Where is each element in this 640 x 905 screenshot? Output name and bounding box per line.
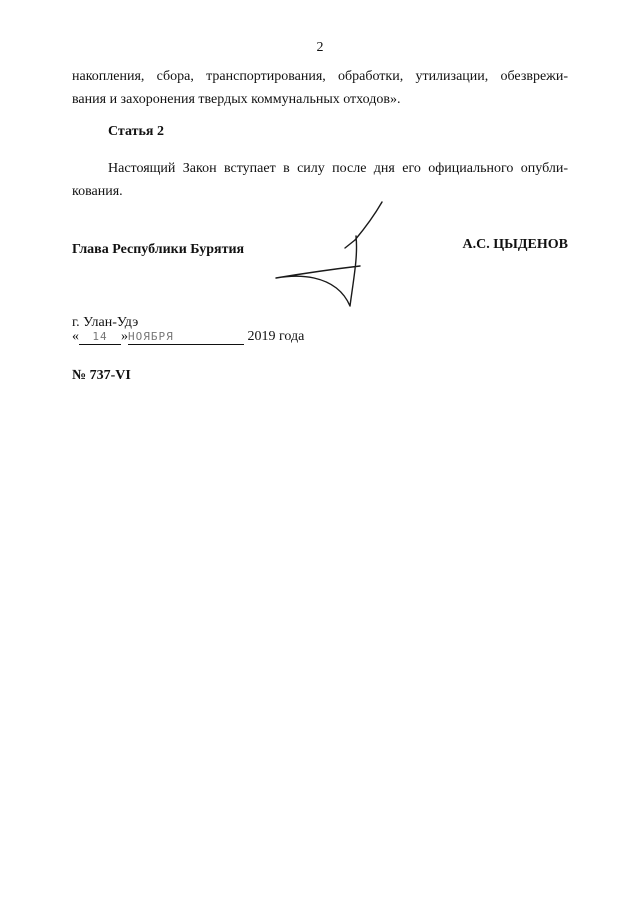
page-number: 2 bbox=[316, 40, 324, 55]
month-stamp: НОЯБРЯ bbox=[128, 330, 174, 343]
date-line bbox=[72, 329, 304, 345]
close-quote: » bbox=[121, 329, 128, 344]
handwritten-signature bbox=[270, 196, 400, 316]
article-heading: Статья 2 bbox=[108, 124, 164, 139]
day-field bbox=[79, 329, 121, 345]
month-field bbox=[128, 329, 244, 345]
paragraph-continuation bbox=[72, 65, 568, 111]
open-quote: « bbox=[72, 329, 79, 344]
day-stamp: 14 bbox=[92, 330, 108, 343]
paragraph-line: Настоящий Закон вступает в силу после дня его официального опубли- bbox=[108, 161, 568, 176]
paragraph-line: вания и захоронения твердых коммунальных отходов». bbox=[72, 92, 401, 107]
paragraph-line: накопления, сбора, транспортирования, обработки, утилизации, обезврежи- bbox=[72, 69, 568, 84]
paragraph-line: кования. bbox=[72, 184, 123, 199]
signatory-name: А.С. ЦЫДЕНОВ bbox=[462, 237, 568, 252]
signatory-title: Глава Республики Бурятия bbox=[72, 242, 245, 257]
year-text: 2019 года bbox=[247, 329, 305, 344]
city-line: г. Улан-Удэ bbox=[72, 315, 139, 330]
law-number: № 737-VI bbox=[72, 368, 131, 383]
